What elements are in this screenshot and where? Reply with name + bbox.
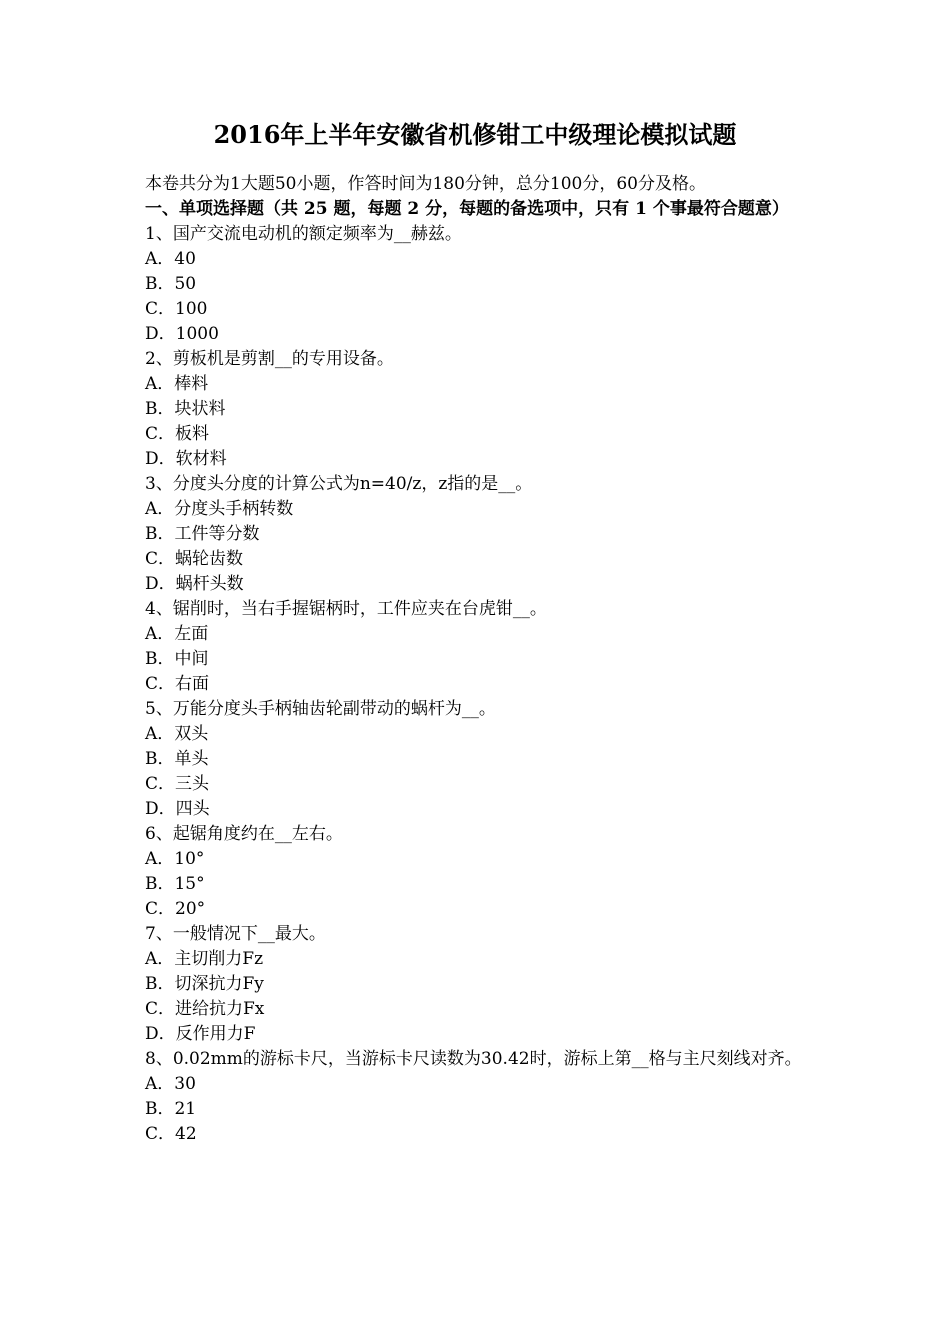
option: C．三头 (145, 774, 210, 794)
option: B．工件等分数 (145, 524, 260, 544)
document-body (145, 172, 810, 1147)
question-text: 3、分度头分度的计算公式为n=40/z，z指的是__。 (145, 474, 533, 494)
question-text: 8、0.02mm的游标卡尺，当游标卡尺读数为30.42时，游标上第__格与主尺刻线对齐。 (145, 1049, 802, 1069)
option: A．主切削力Fz (145, 949, 264, 969)
option: C．100 (145, 299, 208, 319)
question-7 (145, 922, 810, 1047)
option: A．双头 (145, 724, 209, 744)
question-text: 6、起锯角度约在__左右。 (145, 824, 343, 844)
option: C．进给抗力Fx (145, 999, 265, 1019)
option: B．中间 (145, 649, 209, 669)
option: D．软材料 (145, 449, 227, 469)
option: B．15° (145, 874, 205, 894)
option: A．30 (145, 1074, 196, 1094)
question-3 (145, 472, 810, 597)
option: B．50 (145, 274, 197, 294)
question-text: 4、锯削时，当右手握锯柄时，工件应夹在台虎钳__。 (145, 599, 547, 619)
option: C．右面 (145, 674, 210, 694)
option: A．分度头手柄转数 (145, 499, 294, 519)
question-text: 1、国产交流电动机的额定频率为__赫兹。 (145, 224, 462, 244)
option: D．蜗杆头数 (145, 574, 244, 594)
option: D．1000 (145, 324, 219, 344)
question-6 (145, 822, 810, 922)
question-2 (145, 347, 810, 472)
question-1 (145, 222, 810, 347)
option: A．10° (145, 849, 205, 869)
option: C．板料 (145, 424, 210, 444)
question-8 (145, 1047, 810, 1147)
document-title: 2016年上半年安徽省机修钳工中级理论模拟试题 (213, 120, 737, 149)
exam-intro: 本卷共分为1大题50小题，作答时间为180分钟，总分100分，60分及格。 (145, 174, 706, 194)
option: A．棒料 (145, 374, 209, 394)
question-text: 5、万能分度头手柄轴齿轮副带动的蜗杆为__。 (145, 699, 496, 719)
section-heading: 一、单项选择题（共 25 题，每题 2 分，每题的备选项中，只有 1 个事最符合题意） (145, 199, 789, 219)
option: C．蜗轮齿数 (145, 549, 244, 569)
option: C．42 (145, 1124, 197, 1144)
question-5 (145, 697, 810, 822)
option: B．块状料 (145, 399, 226, 419)
option: B．21 (145, 1099, 197, 1119)
option: C．20° (145, 899, 206, 919)
option: A．40 (145, 249, 196, 269)
question-text: 7、一般情况下__最大。 (145, 924, 326, 944)
option: D．反作用力F (145, 1024, 256, 1044)
question-4 (145, 597, 810, 697)
option: D．四头 (145, 799, 210, 819)
option: B．单头 (145, 749, 209, 769)
question-text: 2、剪板机是剪割__的专用设备。 (145, 349, 394, 369)
option: A．左面 (145, 624, 209, 644)
option: B．切深抗力Fy (145, 974, 264, 994)
